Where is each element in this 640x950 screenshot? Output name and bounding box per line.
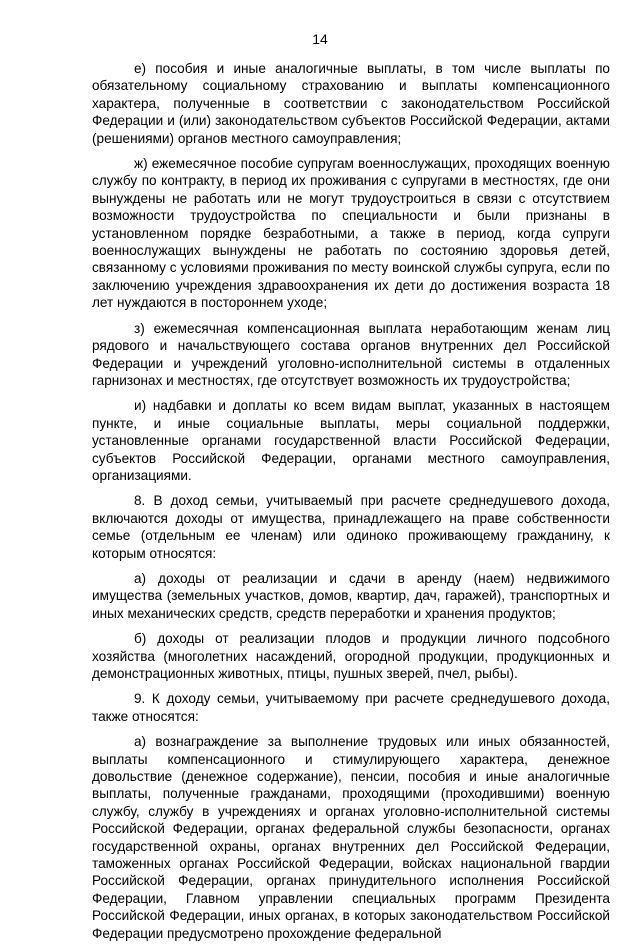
paragraph-a-service-remuneration: а) вознаграждение за выполнение трудовых или иных обязанностей, выплаты компенсационного и стимулирующего характера, денежное довольствие (денежное содержание), пенсии, пособия и иные аналогичные выплаты, полученные гражданами, проходящими (проходившими) военную службу, службу в учреждениях и органах уголовно-исполнительной системы Российской Федерации, органах федеральной службы безопасности, органах государственной охраны, органах внутренних дел Российской Федерации, таможенных органах Российской Федерации, войсках национальной гвардии Российской Федерации, органах принудительного исполнения Российской Федерации, Главном управлении специальных программ Президента Российской Федерации, иных органах, в которых законодательством Российской Федерации предусмотрено прохождение федеральной <box>92 734 610 941</box>
paragraph-9-other-income: 9. К доходу семьи, учитываемому при расчете среднедушевого дохода, также относятся: <box>92 691 610 724</box>
paragraph-8-property-income: 8. В доход семьи, учитываемый при расчете среднедушевого дохода, включаются доходы от имущества, принадлежащего на праве собственности семье (отдельным ее членам) или одиноко проживающему гражданину, к которым относятся: <box>92 493 610 561</box>
paragraph-a-real-estate-income: а) доходы от реализации и сдачи в аренду (наем) недвижимого имущества (земельных участков, домов, квартир, дач, гаражей), транспортных и иных механических средств, средств переработки и хранения продуктов; <box>92 570 610 621</box>
page-number: 14 <box>312 31 328 47</box>
paragraph-e-benefits: е) пособия и иные аналогичные выплаты, в том числе выплаты по обязательному социальному страхованию и выплаты компенсационного характера, полученные в соответствии с законодательством Российской Федерации и (или) законодательством субъектов Российской Федерации, актами (решениями) органов местного самоуправления; <box>92 61 610 146</box>
document-body <box>92 60 610 950</box>
paragraph-z-compensation-payment: з) ежемесячная компенсационная выплата неработающим женам лиц рядового и начальствующего состава органов внутренних дел Российской Федерации и учреждений уголовно-исполнительной системы в отдаленных гарнизонах и местностях, где отсутствует возможность их трудоустройства; <box>92 320 610 388</box>
paragraph-zh-spouse-allowance: ж) ежемесячное пособие супругам военнослужащих, проходящих военную службу по контракту, в период их проживания с супругами в местностях, где они вынуждены не работать или не могут трудоустроиться в связи с отсутствием возможности трудоустройства по специальности и были признаны в установленном порядке безработными, а также в период, когда супруги военнослужащих вынуждены не работать по состоянию здоровья детей, связанному с условиями проживания по месту воинской службы супруга, если по заключению учреждения здравоохранения их дети до достижения возраста 18 лет нуждаются в постороннем уходе; <box>92 156 610 311</box>
paragraph-i-supplements: и) надбавки и доплаты ко всем видам выплат, указанных в настоящем пункте, и иные социальные выплаты, меры социальной поддержки, установленные органами государственной власти Российской Федерации, субъектов Российской Федерации, органами местного самоуправления, организациями. <box>92 398 610 483</box>
paragraph-b-farm-income: б) доходы от реализации плодов и продукции личного подсобного хозяйства (многолетних насаждений, огородной продукции, продукционных и демонстрационных животных, птицы, пушных зверей, пчел, рыбы). <box>92 631 610 681</box>
